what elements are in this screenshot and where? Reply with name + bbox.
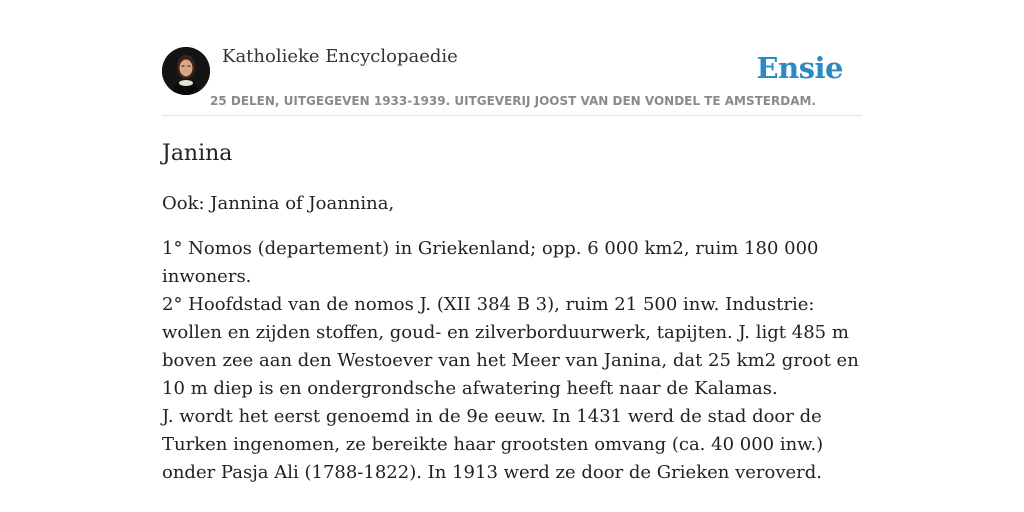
entry-line: J. wordt het eerst genoemd in de 9e eeuw. In 1431 werd de stad door de Turken ingenomen, ze bereikte haar grootsten omvang (ca. 40 000 inw.) onder Pasja Ali (1788-1822). In 1913 werd ze door de Grieken veroverd. — [162, 406, 824, 483]
entry-line: 2° Hoofdstad van de nomos J. (XII 384 B 3), ruim 21 500 inw. Industrie: wollen en zijden stoffen, goud- en zilverborduurwerk, tapijten. J. ligt 485 m boven zee aan den Westoever van het Meer van Janina, dat 25 km2 groot en 10 m diep is en ondergrondsche afwatering heeft naar de Kalamas. — [162, 294, 859, 399]
header — [162, 44, 862, 116]
ensie-logo-link[interactable]: Ensie — [756, 51, 843, 85]
entry-aka: Ook: Jannina of Joannina, — [162, 193, 395, 214]
source-name[interactable]: Katholieke Encyclopaedie — [222, 46, 458, 67]
entry-body — [162, 235, 867, 487]
entry-content — [162, 138, 867, 504]
portrait-icon — [162, 47, 210, 95]
entry-title: Janina — [162, 141, 233, 166]
entry-line: 1° Nomos (departement) in Griekenland; opp. 6 000 km2, ruim 180 000 inwoners. — [162, 238, 819, 287]
source-subtitle: 25 DELEN, UITGEGEVEN 1933-1939. UITGEVERIJ JOOST VAN DEN VONDEL TE AMSTERDAM. — [210, 94, 816, 108]
